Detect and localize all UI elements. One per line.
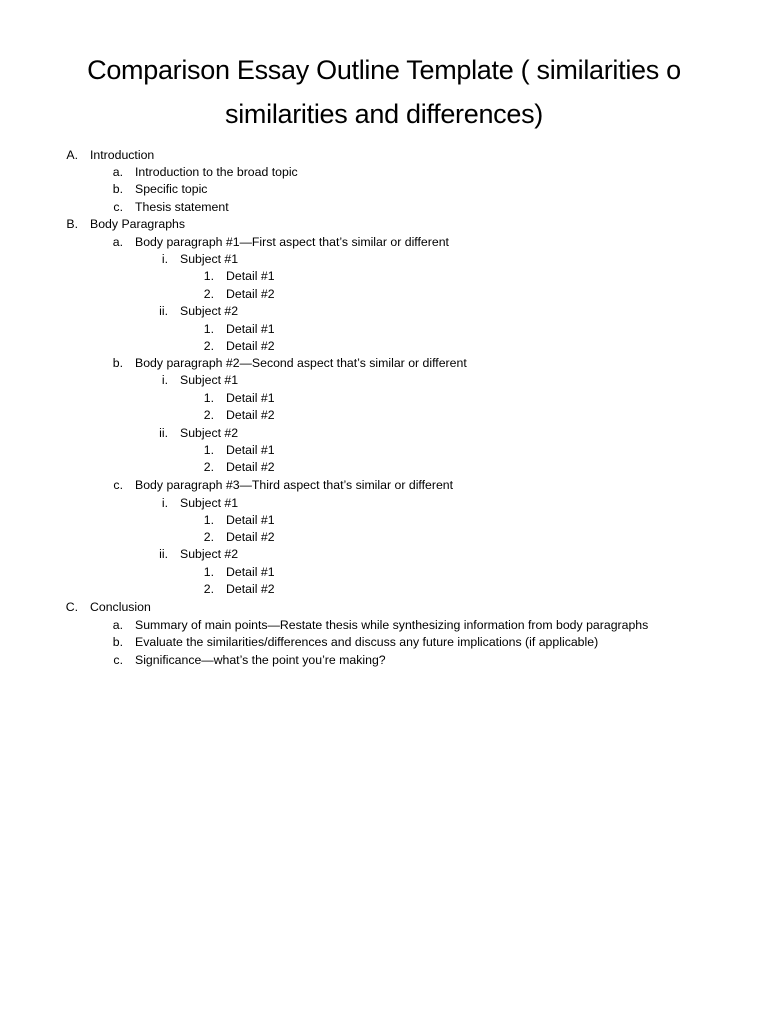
outline-item-text: Subject #1 bbox=[180, 252, 239, 266]
outline-item-marker: i. bbox=[161, 252, 168, 266]
outline-item bbox=[0, 564, 768, 581]
outline-item-marker: a. bbox=[112, 235, 123, 249]
outline-item-marker: b. bbox=[112, 635, 123, 649]
outline-item-text: Subject #2 bbox=[180, 547, 239, 561]
outline-item bbox=[0, 634, 768, 651]
outline-item bbox=[0, 529, 768, 546]
outline-item-text: Body paragraph #3—Third aspect that’s similar or different bbox=[135, 478, 454, 492]
outline-item-marker: c. bbox=[113, 200, 123, 214]
outline-item bbox=[0, 268, 768, 285]
outline-item-marker: ii. bbox=[159, 426, 168, 440]
outline-item bbox=[0, 338, 768, 355]
outline-item-text: Detail #2 bbox=[226, 582, 275, 596]
outline-item bbox=[0, 355, 768, 372]
outline-item bbox=[0, 581, 768, 598]
outline-item bbox=[0, 477, 768, 494]
outline-item-text: Detail #2 bbox=[226, 339, 275, 353]
outline-item bbox=[0, 546, 768, 563]
outline-item-marker: b. bbox=[112, 182, 123, 196]
outline-item-text: Evaluate the similarities/differences and discuss any future implications (if applicable) bbox=[135, 635, 599, 649]
outline-item-text: Detail #2 bbox=[226, 530, 275, 544]
outline-item bbox=[0, 181, 768, 198]
outline-item-marker: B. bbox=[66, 217, 78, 231]
outline-item-text: Detail #1 bbox=[226, 443, 275, 457]
outline-item-text: Body paragraph #1—First aspect that’s similar or different bbox=[135, 235, 449, 249]
outline-item-text: Subject #2 bbox=[180, 426, 239, 440]
outline-item-text: Detail #1 bbox=[226, 565, 275, 579]
outline-item bbox=[0, 199, 768, 216]
outline-item-marker: i. bbox=[161, 373, 168, 387]
outline-item bbox=[0, 512, 768, 529]
document-title-line-1: Comparison Essay Outline Template ( similarities o bbox=[87, 55, 681, 85]
outline-item-text: Specific topic bbox=[135, 182, 208, 196]
outline-item bbox=[0, 652, 768, 669]
outline-item bbox=[0, 617, 768, 634]
outline-item-text: Detail #2 bbox=[226, 460, 275, 474]
outline-item bbox=[0, 303, 768, 320]
outline-item-marker: 1. bbox=[203, 565, 214, 579]
outline-item bbox=[0, 599, 768, 616]
outline-item-marker: i. bbox=[161, 496, 168, 510]
outline-item-text: Body Paragraphs bbox=[90, 217, 186, 231]
outline-item-text: Significance—what’s the point you’re making? bbox=[135, 653, 386, 667]
outline-item-marker: ii. bbox=[159, 547, 168, 561]
outline-item bbox=[0, 251, 768, 268]
outline-item-marker: ii. bbox=[159, 304, 168, 318]
outline-item-marker: b. bbox=[112, 356, 123, 370]
outline-item bbox=[0, 216, 768, 233]
outline-item bbox=[0, 147, 768, 164]
outline-item bbox=[0, 442, 768, 459]
outline-item-marker: c. bbox=[113, 653, 123, 667]
outline-item-marker: 1. bbox=[203, 443, 214, 457]
outline-item bbox=[0, 390, 768, 407]
outline-item-text: Detail #2 bbox=[226, 287, 275, 301]
outline-item-marker: C. bbox=[65, 600, 78, 614]
outline-item-text: Detail #1 bbox=[226, 513, 275, 527]
outline-item-text: Subject #1 bbox=[180, 373, 239, 387]
document-title-line-2: similarities and differences) bbox=[225, 99, 543, 129]
outline-item-text: Detail #2 bbox=[226, 408, 275, 422]
outline-item-marker: c. bbox=[113, 478, 123, 492]
outline-item-marker: a. bbox=[112, 618, 123, 632]
outline-item bbox=[0, 372, 768, 389]
outline-item-marker: 1. bbox=[203, 322, 214, 336]
outline-item-marker: 2. bbox=[203, 460, 214, 474]
outline-item-marker: A. bbox=[66, 148, 78, 162]
outline-item-text: Introduction bbox=[90, 148, 155, 162]
outline-item-text: Detail #1 bbox=[226, 269, 275, 283]
outline-item bbox=[0, 234, 768, 251]
outline-item-marker: 1. bbox=[203, 513, 214, 527]
outline-item-text: Body paragraph #2—Second aspect that’s similar or different bbox=[135, 356, 467, 370]
outline-item-text: Subject #2 bbox=[180, 304, 239, 318]
outline-item-text: Thesis statement bbox=[135, 200, 229, 214]
outline-item bbox=[0, 164, 768, 181]
outline-item-marker: a. bbox=[112, 165, 123, 179]
outline-item-text: Introduction to the broad topic bbox=[135, 165, 298, 179]
outline-item-marker: 2. bbox=[203, 408, 214, 422]
outline-item-marker: 1. bbox=[203, 391, 214, 405]
outline-item bbox=[0, 286, 768, 303]
outline-item-text: Summary of main points—Restate thesis while synthesizing information from body paragraphs bbox=[135, 618, 649, 632]
outline-item bbox=[0, 407, 768, 424]
outline-item-marker: 2. bbox=[203, 339, 214, 353]
outline-item-marker: 2. bbox=[203, 287, 214, 301]
outline-item-text: Subject #1 bbox=[180, 496, 239, 510]
outline-item-text: Detail #1 bbox=[226, 322, 275, 336]
outline-item-marker: 2. bbox=[203, 582, 214, 596]
outline-item-text: Conclusion bbox=[90, 600, 151, 614]
outline-item bbox=[0, 425, 768, 442]
outline-item-text: Detail #1 bbox=[226, 391, 275, 405]
outline-item-marker: 1. bbox=[203, 269, 214, 283]
outline-item bbox=[0, 321, 768, 338]
outline-item bbox=[0, 495, 768, 512]
outline-item bbox=[0, 459, 768, 476]
outline-item-marker: 2. bbox=[203, 530, 214, 544]
